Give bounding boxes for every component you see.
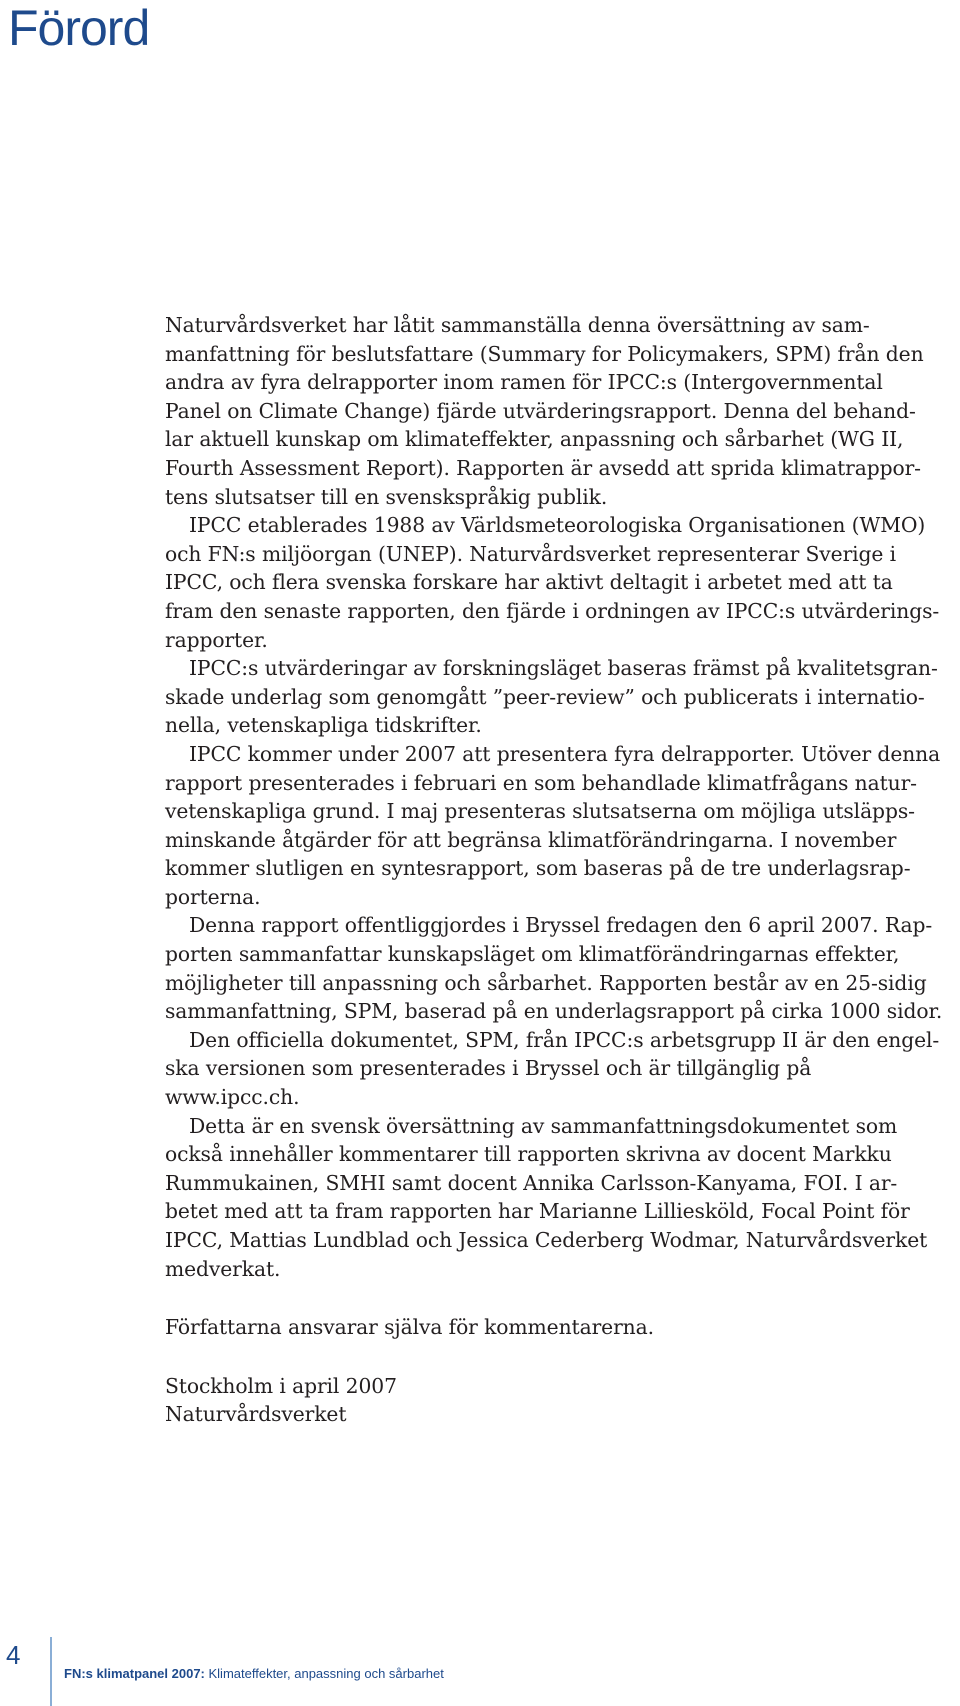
page-number: 4 bbox=[6, 1640, 21, 1670]
publication-title: FN:s klimatpanel 2007: bbox=[64, 1666, 205, 1681]
paragraph-line: skade underlag som genomgått ”peer-review” och publicerats i internatio- bbox=[165, 684, 925, 709]
paragraph-line: Rummukainen, SMHI samt docent Annika Carlsson-Kanyama, FOI. I ar- bbox=[165, 1170, 898, 1195]
paragraph-line: IPCC kommer under 2007 att presentera fyra delrapporter. Utöver denna bbox=[189, 741, 941, 766]
paragraph-line: Denna rapport offentliggjordes i Bryssel fredagen den 6 april 2007. Rap- bbox=[189, 913, 933, 938]
paragraph-line: betet med att ta fram rapporten har Marianne Lilliesköld, Focal Point för bbox=[165, 1199, 910, 1224]
paragraph-line: IPCC etablerades 1988 av Världsmeteorologiska Organisationen (WMO) bbox=[189, 513, 926, 538]
foreword-body bbox=[165, 311, 943, 1429]
paragraph-line: och FN:s miljöorgan (UNEP). Naturvårdsverket representerar Sverige i bbox=[165, 541, 897, 566]
paragraph-line: Detta är en svensk översättning av sammanfattningsdokumentet som bbox=[189, 1113, 898, 1138]
paragraph-line: Den officiella dokumentet, SPM, från IPCC:s arbetsgrupp II är den engel- bbox=[189, 1027, 940, 1052]
paragraph-line: kommer slutligen en syntesrapport, som baseras på de tre underlagsrap- bbox=[165, 856, 911, 881]
paragraph-line: manfattning för beslutsfattare (Summary for Policymakers, SPM) från den bbox=[165, 341, 924, 366]
signature-organization: Naturvårdsverket bbox=[165, 1402, 347, 1427]
paragraph-line: fram den senaste rapporten, den fjärde i ordningen av IPCC:s utvärderings- bbox=[165, 598, 940, 623]
paragraph-line: också innehåller kommentarer till rapporten skrivna av docent Markku bbox=[165, 1142, 892, 1167]
paragraph-line: IPCC, Mattias Lundblad och Jessica Cederberg Wodmar, Naturvårdsverket bbox=[165, 1228, 928, 1252]
running-footer bbox=[64, 1666, 444, 1682]
paragraph-line: porterna. bbox=[165, 884, 261, 909]
paragraph-line: porten sammanfattar kunskapsläget om klimatförändringarnas effekter, bbox=[165, 942, 900, 967]
signature-place-date: Stockholm i april 2007 bbox=[165, 1373, 397, 1398]
paragraph-line: rapport presenterades i februari en som behandlade klimatfrågans natur- bbox=[165, 770, 917, 795]
spacer bbox=[165, 1283, 935, 1313]
publication-subtitle: Klimateffekter, anpassning och sårbarhet bbox=[204, 1666, 444, 1681]
paragraph-line: www.ipcc.ch. bbox=[165, 1085, 300, 1110]
paragraph-line: Fourth Assessment Report). Rapporten är avsedd att sprida klimatrappor- bbox=[165, 455, 921, 480]
paragraph-line: IPCC:s utvärderingar av forskningsläget baseras främst på kvalitetsgran- bbox=[189, 656, 938, 681]
paragraph-line: nella, vetenskapliga tidskrifter. bbox=[165, 713, 482, 738]
paragraph-line: rapporter. bbox=[165, 627, 268, 652]
paragraph-line: minskande åtgärder för att begränsa klimatförändringarna. I november bbox=[165, 827, 897, 852]
paragraph-line: Panel on Climate Change) fjärde utvärderingsrapport. Denna del behand- bbox=[165, 398, 916, 423]
page-title: Förord bbox=[8, 0, 150, 56]
paragraph-line: tens slutsatser till en svenskspråkig publik. bbox=[165, 484, 608, 509]
paragraph-line: lar aktuell kunskap om klimateffekter, anpassning och sårbarhet (WG II, bbox=[165, 427, 904, 452]
paragraph-line: Naturvårdsverket har låtit sammanställa denna översättning av sam- bbox=[165, 313, 870, 337]
paragraph-line: andra av fyra delrapporter inom ramen för IPCC:s (Intergovernmental bbox=[165, 370, 883, 395]
paragraph-line: sammanfattning, SPM, baserad på en underlagsrapport på cirka 1000 sidor. bbox=[165, 999, 943, 1024]
closing-note: Författarna ansvarar själva för kommentarerna. bbox=[165, 1315, 654, 1340]
paragraph-line: medverkat. bbox=[165, 1256, 281, 1281]
spacer bbox=[165, 1342, 935, 1372]
footer-divider bbox=[50, 1637, 52, 1706]
paragraph-line: möjligheter till anpassning och sårbarhet. Rapporten består av en 25-sidig bbox=[165, 970, 927, 995]
paragraph-line: vetenskapliga grund. I maj presenteras slutsatserna om möjliga utsläpps- bbox=[165, 799, 915, 824]
paragraph-line: ska versionen som presenterades i Bryssel och är tillgänglig på bbox=[165, 1056, 812, 1081]
paragraph-line: IPCC, och flera svenska forskare har aktivt deltagit i arbetet med att ta bbox=[165, 570, 893, 595]
